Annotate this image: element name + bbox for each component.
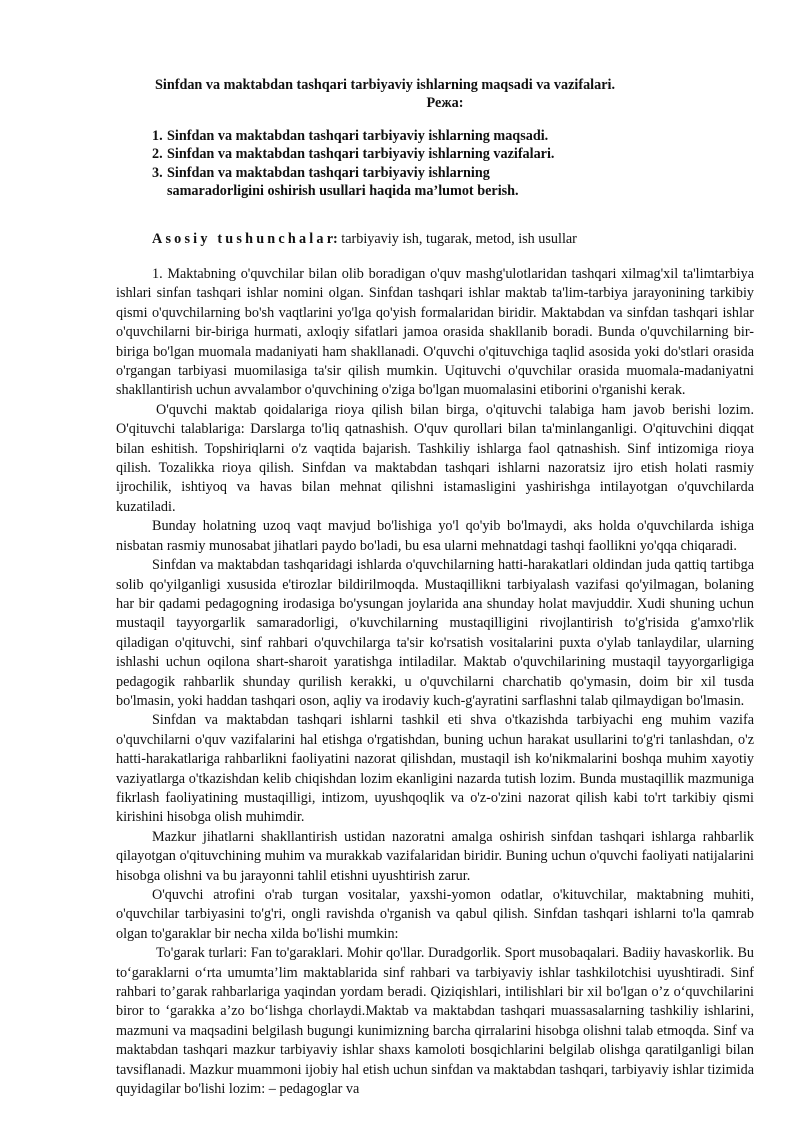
plan-item-number: 2. bbox=[152, 146, 163, 163]
plan-item-number: 3. bbox=[152, 164, 163, 181]
paragraph: Mazkur jihatlarni shakllantirish ustidan nazoratni amalga oshirish sinfdan tashqari ishlarga rahbarlik qilayotgan o'qituvchining muhim va murakkab vazifalaridan biridir. Buning uchun o'quvchi faoliyati natijalarini hisobga olishni va bu jarayonni tahlil etishni uyushtirish zarur. bbox=[116, 828, 754, 884]
plan-heading: Режа: bbox=[426, 95, 464, 111]
paragraph: 1. Maktabning o'quvchilar bilan olib boradigan o'quv mashg'ulotlaridan tashqari xilmag'xil ta'limtarbiya ishlari sinfan tashqari ishlar nomini olgan. Sinfdan tashqari ishlar maktab ta'lim-tarbiya jarayonining tarkibiy qismi o'quvchilarning bo'sh vaqtlarini yo'lga qo'yish formalaridan biridir. Maktabdan va sinfdan tashqari ishlar o'quvchilarni bir-biriga hurmati, axloqiy sifatlari jamoa orasida shakllanib boradi. Bunda o'quvchilarning bir-biriga bo'lgan muomala madaniyati ham shakllanadi. O'quvchi o'qituvchiga taqlid asosida yoki do'stlari orasida o'rgangan tarbiyasi muomilasiga ta'sir qilish mumkin. Uqituvchi o'quvchilar orasida muomala-madaniyatni shakllantirish uchun avvalambor o'quvchining o'ziga bo'lgan muomalasini etiborini o'rganishi kerak. bbox=[116, 266, 754, 399]
plan-list bbox=[152, 127, 712, 200]
key-concepts-label-text: Asosiy tushunchala bbox=[152, 231, 327, 247]
document-body bbox=[116, 265, 754, 1099]
plan-item-text: Sinfdan va maktabdan tashqari tarbiyaviy ishlarning vazifalari. bbox=[167, 146, 555, 163]
plan-item-text: Sinfdan va maktabdan tashqari tarbiyaviy ishlarning maqsadi. bbox=[167, 128, 549, 144]
plan-item bbox=[152, 164, 712, 201]
paragraph: O'quvchi atrofini o'rab turgan vositalar, yaxshi-yomon odatlar, o'kituvchilar, maktabning muhiti, o'quvchilar tarbiyasini to'g'ri, ongli ravishda o'rganish va qabul qilish. Sinfdan tashqari ishlarni to'la qamrab olgan to'garaklar bir necha xilda bo'lishi mumkin: bbox=[116, 887, 754, 942]
document-title: Sinfdan va maktabdan tashqari tarbiyaviy ishlarning maqsadi va vazifalari. bbox=[155, 77, 615, 93]
key-concepts-label bbox=[152, 231, 338, 247]
plan-item-number: 1. bbox=[152, 128, 163, 144]
paragraph: Bunday holatning uzoq vaqt mavjud bo'lishiga yo'l qo'yib bo'lmaydi, aks holda o'quvchilarda ishiga nisbatan rasmiy munosabat jihatlari paydo bo'ladi, bu esa ularni mehnatdagi tashqi faollikni yo'qqa chiqaradi. bbox=[116, 518, 754, 554]
plan-item bbox=[152, 127, 712, 145]
paragraph: O'quvchi maktab qoidalariga rioya qilish bilan birga, o'qituvchi talabiga ham javob berishi lozim. O'qituvchi talablariga: Darslarga to'liq qatnashish. O'quv qurollari bilan ta'minlanganligi. O'qituvchini diqqat bilan eshitish. Topshiriqlarni o'z vaqtida bajarish. Tashkiliy ishlarga faol qatnashish. Sinf intizomiga rioya qilish. Tozalikka rioya qilish. Sinfdan va maktabdan tashqari ishlarni nazoratsiz ijro etish holati rasmiy ijrochilik, ishtiyoq va havas bilan mehnat qilishni istamasligini yashirishga intilayotgan o'quvchilarda kuzatiladi. bbox=[116, 401, 754, 515]
plan-item-text: Sinfdan va maktabdan tashqari tarbiyaviy ishlarning samaradorligini oshirish usullari haqida ma’lumot berish. bbox=[167, 164, 519, 199]
paragraph: To'garak turlari: Fan to'garaklari. Mohir qo'llar. Duradgorlik. Sport musobaqalari. Badiiy havaskorlik. Bu to‘garaklarni o‘rta umumta’lim maktablarida sinf rahbari va tarbiyaviy ishlar tashkilotchisi uyushtiradi. Sinf rahbari to’garak rahbarlariga yaqindan yordam beradi. Qiziqishlari, intilishlari bir xil bo'lgan o’z o‘quvchilarini biror to ‘garakka a’zo bo‘lishga chorlaydi.Maktab va maktabdan tashqari muassasalarning tashkiliy ishlarini, mazmuni va maqsadini belgilash bugungi kunimizning barcha qirralarini hisobga olishni talab etmoqda. Sinf va maktabdan tashqari mazkur tarbiyaviy ishlar shaxs kamoloti bosqichlarini belgilab olishga qaratilganligi bilan tavsiflanadi. Mazkur muammoni ijobiy hal etish uchun sinfdan va maktabdan tashqari, tarbiyaviy ishlar tizimida quyidagilar bo'lishi lozim: – pedagoglar va bbox=[116, 945, 754, 1098]
plan-item bbox=[152, 145, 712, 163]
paragraph: Sinfdan va maktabdan tashqaridagi ishlarda o'quvchilarning hatti-harakatlari oldindan juda qattiq tartibga solib qo'yilganligi xususida e'tirozlar bildirilmoqda. Mustaqillikni tarbiyalash vazifasi qo'yilmagan, bolaning har bir qadami pedagogning irodasiga bo'ysungan joylarida ana shunday holat mavjuddir. Xudi shuning uchun mustaqil tayyorgarlik samaradorligi, o'kuvchilarning mustaqilligini rivojlantirish to'g'risida g'amxo'rlik qiladigan o'qituvchi, sinf rahbari o'quvchilarga ta'sir ko'rsatish vositalarini puxta o'ylab tanlaydilar, ularning ishlashi uchun oqilona shart-sharoit yaratishga intiladilar. Maktab o'quvchilarining mustaqil tayyorgarligiga pedagogik rahbarlik shunday qurilish kerakki, u o'quvchilarni charchatib qo'ymasin, doim bir xil tusda bo'lmasin, yoki haddan tashqari oson, aqliy va irodaviy kuch-g'ayratini sarflashni talab qilmaydigan bo'lmasin. bbox=[116, 557, 754, 709]
key-concepts bbox=[152, 230, 752, 248]
key-concepts-label-tail: r: bbox=[326, 231, 338, 247]
key-concepts-text: tarbiyaviy ish, tugarak, metod, ish usullar bbox=[337, 231, 577, 247]
paragraph: Sinfdan va maktabdan tashqari ishlarni tashkil eti shva o'tkazishda tarbiyachi eng muhim vazifa o'quvchilarni o'quv vazifalarini hal etishga o'rgatishdan, buning uchun harakat usullarini to'g'ri tanlashdan, o'z hatti-harakatlariga rahbarlikni faoliyatini nazorat qilishdan, mustaqil ish ko'nikmalarini boshqa muhim xayotiy vaziyatlarga o'tkazishdan kelib chiqishdan lozim ekanligini nazarda tutish lozim. Bunda mustaqillik mazmuniga fikrlash faoliyatining mustaqilligi, intizom, uyushqoqlik va o'z-o'zini nazorat qilish kabi to'rt tarkibiy qismi kirishini hisobga olish muhimdir. bbox=[116, 712, 754, 826]
